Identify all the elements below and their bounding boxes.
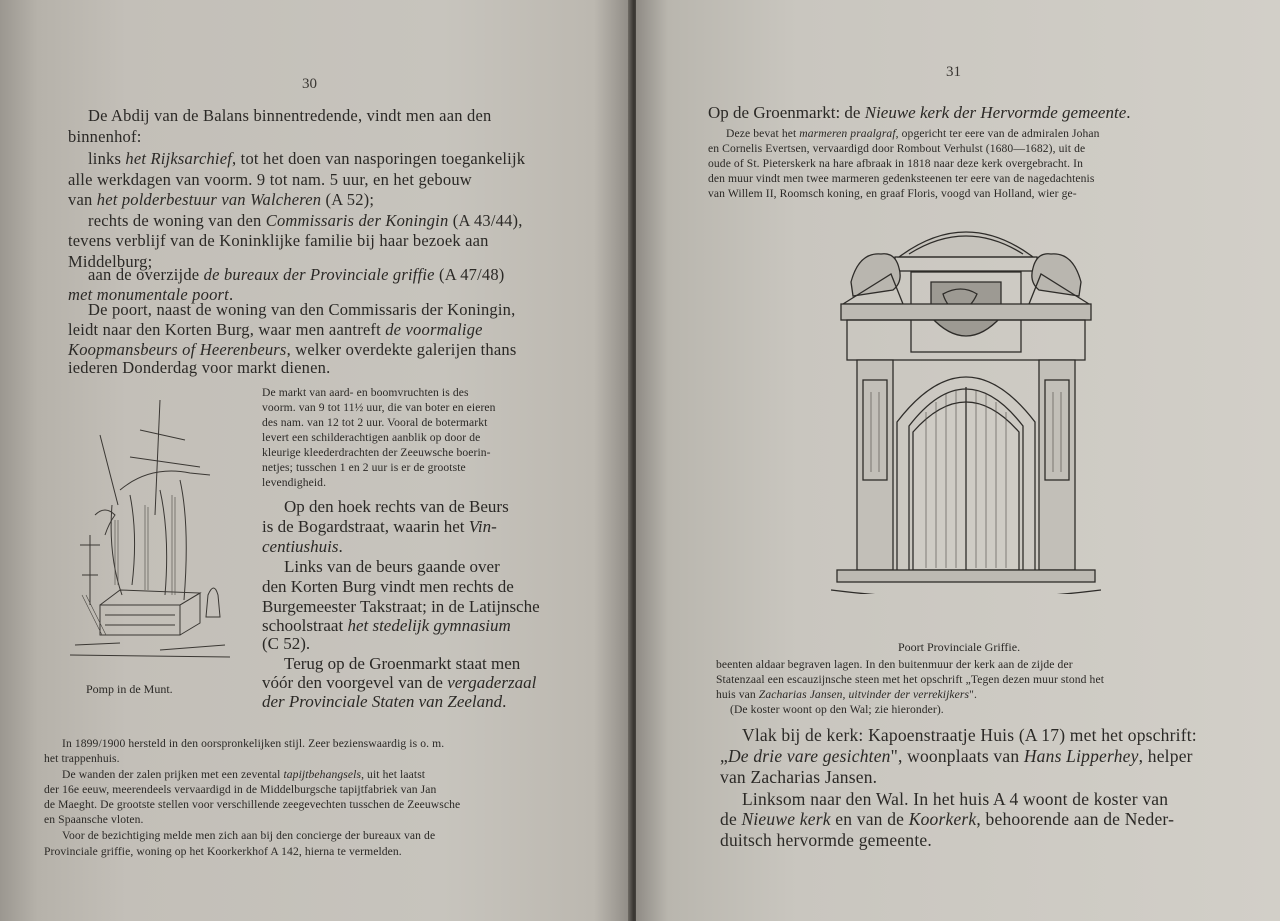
page-number-right: 31 <box>946 64 961 80</box>
list-line: met monumentale poort. <box>68 285 234 304</box>
column-line: is de Bogardstraat, waarin het Vin- <box>262 517 497 536</box>
market-note-line: netjes; tusschen 1 en 2 uur is er de grootste <box>262 461 466 474</box>
footnote-line: de Maeght. De grootste stellen voor verschillende zeegevechten tusschen de Zeeuwsche <box>44 798 461 811</box>
list-line: rechts de woning van den Commissaris der Koningin (A 43/44), <box>88 211 523 230</box>
column-line: Op den hoek rechts van de Beurs <box>284 497 509 516</box>
list-line: leidt naar den Korten Burg, waar men aantreft de voormalige <box>68 320 483 339</box>
list-line: Koopmansbeurs of Heerenbeurs, welker overdekte galerijen thans <box>68 340 517 359</box>
note-line: (De koster woont op den Wal; zie hieronder). <box>730 703 944 716</box>
column-line: (C 52). <box>262 634 311 653</box>
column-line: der Provinciale Staten van Zeeland. <box>262 692 507 711</box>
column-line: schoolstraat het stedelijk gymnasium <box>262 616 511 635</box>
note-line: huis van Zacharias Jansen, uitvinder der verrekijkers". <box>716 688 977 701</box>
footnote-line: De wanden der zalen prijken met een zevental tapijtbehangsels, uit het laatst <box>62 768 426 781</box>
column-line: vóór den voorgevel van de vergaderzaal <box>262 673 537 692</box>
column-line: den Korten Burg vindt men rechts de <box>262 577 514 596</box>
footnote-line: en Spaansche vloten. <box>44 813 144 826</box>
footnote-line: het trappenhuis. <box>44 752 120 765</box>
pump-illustration <box>60 395 240 675</box>
market-note-line: des nam. van 12 tot 2 uur. Vooral de botermarkt <box>262 416 488 429</box>
market-note-line: voorm. van 9 tot 11½ uur, die van boter en eieren <box>262 401 496 414</box>
note-line: en Cornelis Evertsen, vervaardigd door Rombout Verhulst (1680—1682), uit de <box>708 142 1086 155</box>
column-line: Terug op de Groenmarkt staat men <box>284 654 521 673</box>
gate-illustration <box>831 212 1101 594</box>
note-line: Statenzaal een escauzijnsche steen met het opschrift „Tegen dezen muur stond het <box>716 673 1105 686</box>
body-line: duitsch hervormde gemeente. <box>720 830 932 850</box>
column-line: Links van de beurs gaande over <box>284 557 500 576</box>
body-line: Vlak bij de kerk: Kapoenstraatje Huis (A 17) met het opschrift: <box>742 725 1197 745</box>
market-note-line: levendigheid. <box>262 476 327 489</box>
list-line: iederen Donderdag voor markt dienen. <box>68 358 331 377</box>
list-line: alle werkdagen van voorm. 9 tot nam. 5 uur, en het gebouw <box>68 170 472 189</box>
pump-caption: Pomp in de Munt. <box>86 682 173 696</box>
section-heading: Op de Groenmarkt: de Nieuwe kerk der Hervormde gemeente. <box>708 103 1131 122</box>
market-note-line: De markt van aard- en boomvruchten is des <box>262 386 469 399</box>
page-number-left: 30 <box>302 76 317 92</box>
footnote-line: Voor de bezichtiging melde men zich aan bij den concierge der bureaux van de <box>62 829 436 842</box>
body-line: „De drie vare gesichten", woonplaats van Hans Lipperhey, helper <box>720 746 1193 766</box>
market-note-line: levert een schilderachtigen aanblik op door de <box>262 431 481 444</box>
intro-line-1: De Abdij van de Balans binnentredende, vindt men aan den <box>88 106 492 125</box>
right-page <box>636 0 1280 921</box>
left-page <box>0 0 632 921</box>
list-line: van het polderbestuur van Walcheren (A 52); <box>68 190 375 209</box>
list-line: Middelburg; <box>68 252 153 271</box>
body-line: de Nieuwe kerk en van de Koorkerk, behoorende aan de Neder- <box>720 809 1175 829</box>
footnote-line: In 1899/1900 hersteld in den oorspronkelijken stijl. Zeer bezienswaardig is o. m. <box>62 737 445 750</box>
note-line: den muur vindt men twee marmeren gedenksteenen ter eere van de nagedachtenis <box>708 172 1095 185</box>
footnote-line: Provinciale griffie, woning op het Koorkerkhof A 142, hierna te vermelden. <box>44 845 402 858</box>
footnote-line: der 16e eeuw, meerendeels vervaardigd in de Middelburgsche tapijtfabriek van Jan <box>44 783 437 796</box>
body-line: Linksom naar den Wal. In het huis A 4 woont de koster van <box>742 789 1169 809</box>
market-note-line: kleurige kleederdrachten der Zeeuwsche boerin- <box>262 446 491 459</box>
note-line: beenten aldaar begraven lagen. In den buitenmuur der kerk aan de zijde der <box>716 658 1073 671</box>
column-line: centiushuis. <box>262 537 343 556</box>
intro-line-2: binnenhof: <box>68 127 142 146</box>
column-line: Burgemeester Takstraat; in de Latijnsche <box>262 597 540 616</box>
body-line: van Zacharias Jansen. <box>720 767 878 787</box>
gate-caption: Poort Provinciale Griffie. <box>898 640 1021 654</box>
note-line: Deze bevat het marmeren praalgraf, opgericht ter eere van de admiralen Johan <box>726 127 1100 140</box>
note-line: van Willem II, Roomsch koning, en graaf Floris, voogd van Holland, wier ge- <box>708 187 1077 200</box>
note-line: oude of St. Pieterskerk na hare afbraak in 1818 naar deze kerk overgebracht. In <box>708 157 1083 170</box>
list-line: aan de overzijde de bureaux der Provinciale griffie (A 47/48) <box>88 265 505 284</box>
list-line: links het Rijksarchief, tot het doen van nasporingen toegankelijk <box>88 149 526 168</box>
list-line: De poort, naast de woning van den Commissaris der Koningin, <box>88 300 516 319</box>
list-line: tevens verblijf van de Koninklijke familie bij haar bezoek aan <box>68 231 489 250</box>
